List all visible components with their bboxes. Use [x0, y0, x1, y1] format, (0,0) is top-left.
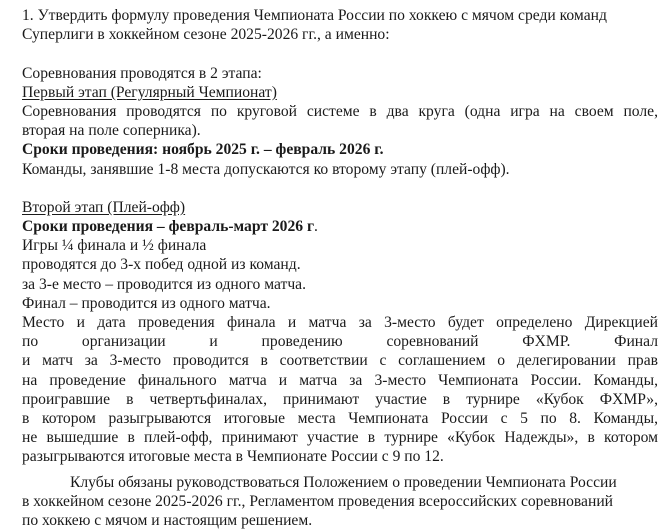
closing-line1: Клубы обязаны руководствоваться Положением о проведении Чемпионата России [70, 473, 617, 491]
stage2-dates-bold: Сроки проведения – февраль-март 2026 г [22, 218, 315, 236]
stage2-dates-tail: . [314, 218, 318, 236]
stage2-para-line: по организации и проведению соревнований ФХМР. Финал [22, 333, 658, 351]
stage2-line4: Финал – проводится из одного матча. [22, 294, 271, 312]
stage2-dates [22, 217, 658, 236]
stage1-dates: Сроки проведения: ноябрь 2025 г. – февраль 2026 г. [22, 141, 384, 159]
document-page [22, 6, 658, 530]
stage1-heading: Первый этап (Регулярный Чемпионат) [22, 83, 277, 101]
stage2-para-line: проигравшие в четвертьфиналах, принимают участие в турнире «Кубок ФХМР», [22, 390, 658, 408]
stage2-heading: Второй этап (Плей-офф) [22, 198, 186, 216]
closing-line3: по хоккею с мячом и настоящим решением. [22, 511, 313, 529]
competition-intro: Соревнования проводятся в 2 этапа: [22, 64, 262, 82]
item1-line2: Суперлиги в хоккейном сезоне 2025-2026 гг., а именно: [22, 26, 390, 44]
stage1-advance: Команды, занявшие 1-8 места допускаются ко второму этапу (плей-офф). [22, 160, 510, 178]
stage2-line3: за 3-е место – проводится из одного матча. [22, 275, 306, 293]
stage2-line1: Игры ¼ финала и ½ финала [22, 237, 207, 255]
stage2-line2: проводятся до 3-х побед одной из команд. [22, 256, 301, 274]
stage1-desc-line1: Соревнования проводятся по круговой системе в два круга (одна игра на своем поле, [22, 102, 658, 120]
stage2-para-line: не вышедшие в плей-офф, принимают участие в турнире «Кубок Надежды», в котором [22, 429, 658, 447]
spacer [22, 179, 658, 198]
closing-line2: в хоккейном сезоне 2025-2026 гг., Регламентом проведения всероссийских соревнований [22, 492, 614, 510]
stage2-para-last: разыгрываются итоговые места в Чемпионате России с 9 по 12. [22, 448, 444, 466]
stage2-para-line: Место и дата проведения финала и матча за 3-место будет определено Дирекцией [22, 314, 658, 331]
stage2-para-line: и матч за 3-место проводится в соответствии с соглашением о делегировании прав [22, 352, 658, 370]
item1-line1: 1. Утвердить формулу проведения Чемпионата России по хоккею с мячом среди команд [22, 7, 607, 24]
stage2-para-line: на проведение финального матча и матча за 3-место Чемпионата России. Команды, [22, 371, 658, 389]
stage2-para-line: в котором разыгрываются итоговые места Чемпионата России с 5 по 8. Команды, [22, 409, 658, 427]
spacer [22, 44, 658, 63]
stage1-desc-line2: вторая на поле соперника). [22, 122, 201, 140]
